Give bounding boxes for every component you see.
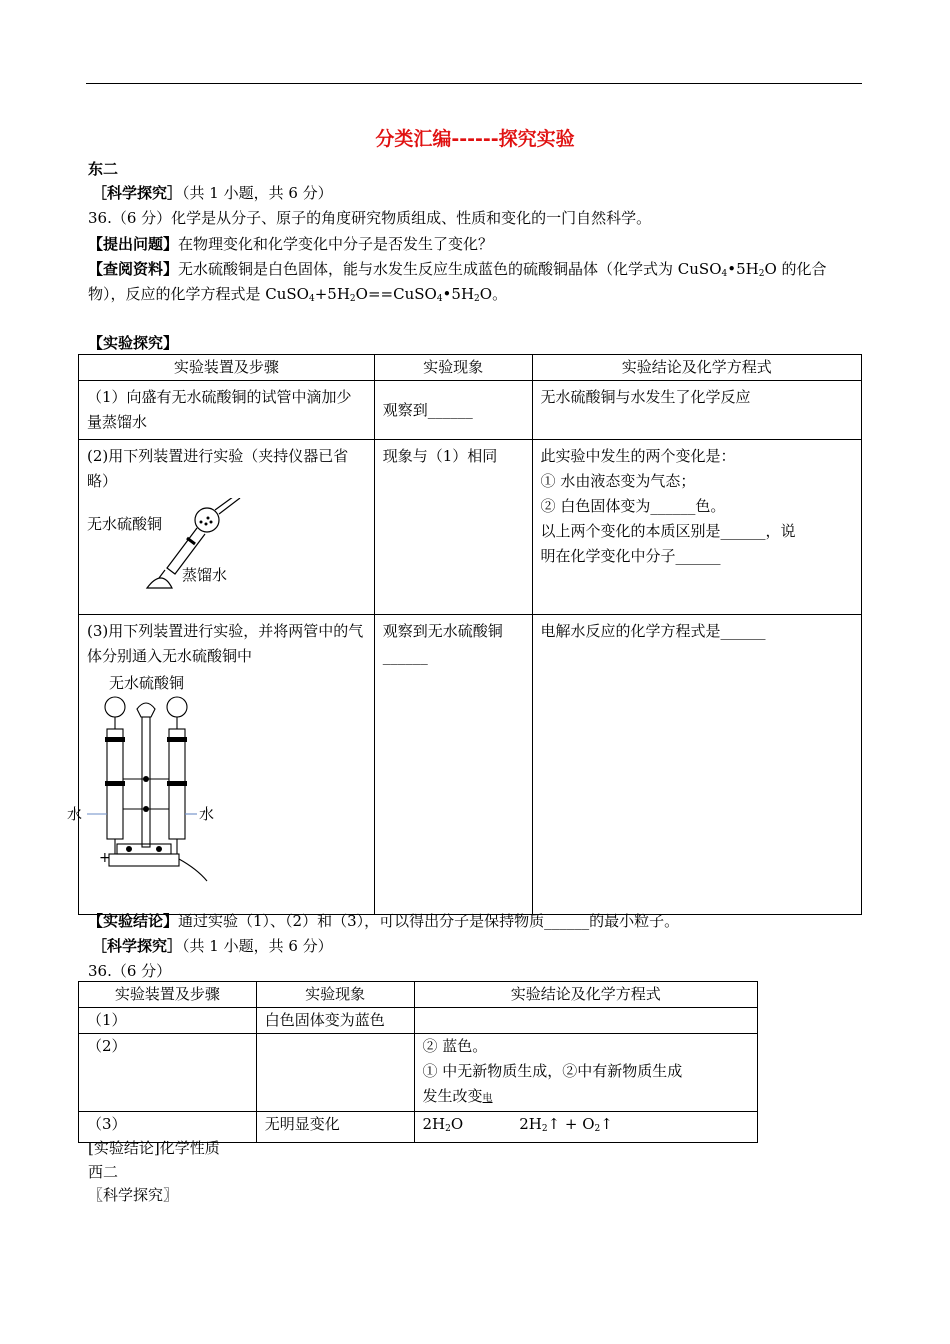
equation-text: 2H (519, 1115, 542, 1133)
conclusion-line: 以上两个变化的本质区别是______，说 (540, 522, 796, 540)
experiment-label: 【实验探究】 (88, 334, 179, 352)
top-rule (86, 83, 862, 84)
step-cell: （2） (79, 1034, 257, 1112)
answer-result: [实验结论]化学性质 (88, 1139, 220, 1157)
conclusion-line: ② 蓝色。 (422, 1037, 488, 1055)
table-row (79, 381, 862, 440)
answer-question-number: 36.（6 分） (88, 962, 172, 980)
step-cell: （1） (79, 1008, 257, 1034)
step-cell: （3） (79, 1112, 257, 1143)
subscript: 4 (436, 294, 443, 304)
reference-text: O 的化合 (764, 260, 827, 278)
reference-line-1 (88, 258, 827, 279)
phenomenon-line: 观察到无水硫酸铜 (382, 622, 503, 640)
phenomenon-cell: 观察到______ (374, 381, 532, 440)
conclusion-line: 此实验中发生的两个变化是： (540, 447, 736, 465)
phenomenon-cell: 无明显变化 (256, 1112, 414, 1143)
subscript: 2 (594, 1124, 601, 1134)
section-heading (92, 182, 333, 203)
ask-label: 【提出问题】 (88, 235, 179, 253)
page-title: 分类汇编------探究实验 (375, 128, 575, 150)
section-heading-title: ［科学探究］ (92, 184, 183, 202)
reference-line-2 (88, 283, 507, 304)
subscript: 2 (474, 294, 480, 304)
header-cell: 实验现象 (256, 982, 414, 1008)
reference-text: •5H (727, 260, 759, 278)
step-cell (79, 440, 375, 615)
table-row (79, 1008, 758, 1034)
fig-label-water-right: 水 (199, 805, 215, 823)
conclusion-text: 发生改变 (422, 1087, 483, 1105)
question-intro-text: 化学是从分子、原子的角度研究物质组成、性质和变化的一门自然科学。 (171, 209, 652, 227)
copper-sulfate-dots (200, 517, 213, 526)
equation-cell (414, 1112, 757, 1143)
equation-text: ↑ (600, 1115, 613, 1133)
reference-text: O。 (479, 285, 508, 303)
step-cell (67, 615, 375, 915)
fig-label-anhydrous-copper-sulfate: 无水硫酸铜 (87, 515, 163, 533)
reference-text: +5H (314, 285, 350, 303)
result-text: 通过实验（1）、（2）和（3），可以得出分子是保持物质______的最小粒子。 (178, 912, 680, 930)
equation-text: O (450, 1115, 464, 1133)
conclusion-cell (532, 440, 861, 615)
experiment-table (67, 354, 862, 915)
conclusion-line: ② 白色固体变为______色。 (540, 497, 726, 515)
conclusion-line: ① 水由液态变为气态； (540, 472, 696, 490)
electrolysis-apparatus-figure (67, 669, 267, 894)
fig-label-distilled-water: 蒸馏水 (182, 566, 228, 584)
answer-heading-note: （共 1 小题，共 6 分） (182, 937, 333, 955)
subscript: 4 (721, 269, 728, 279)
distillation-apparatus-figure (87, 498, 257, 598)
conclusion-cell: 电解水反应的化学方程式是______ (532, 615, 861, 915)
table-row (79, 615, 862, 915)
subscript: 2 (445, 1124, 451, 1134)
phenomenon-cell (374, 615, 532, 915)
reference-text: 物），反应的化学方程式是 CuSO (88, 285, 309, 303)
reference-label: 【查阅资料】 (88, 260, 179, 278)
result-label: 【实验结论】 (88, 912, 179, 930)
subscript: 2 (541, 1124, 548, 1134)
phenomenon-cell: 现象与（1）相同 (374, 440, 532, 615)
experiment-conclusion (88, 910, 679, 931)
conclusion-line (423, 1084, 749, 1111)
header-cell: 实验结论及化学方程式 (532, 355, 861, 381)
phenomenon-cell (256, 1034, 414, 1112)
electric-note: 电 (482, 1093, 493, 1104)
section-heading-note: （共 1 小题，共 6 分） (182, 184, 333, 202)
equation-text: ↑ + O (547, 1115, 595, 1133)
phenomenon-line: ______ (382, 647, 428, 665)
conclusion-cell (414, 1008, 757, 1034)
fig-label-anhydrous-copper-sulfate: 无水硫酸铜 (109, 674, 185, 692)
header-cell: 实验现象 (374, 355, 532, 381)
header-cell: 实验结论及化学方程式 (414, 982, 757, 1008)
header-cell: 实验装置及步骤 (79, 355, 375, 381)
subscript: 4 (308, 294, 315, 304)
header-cell: 实验装置及步骤 (79, 982, 257, 1008)
step-cell: （1）向盛有无水硫酸铜的试管中滴加少量蒸馏水 (79, 381, 375, 440)
next-district-label: 西二 (88, 1163, 119, 1181)
reference-text: O==CuSO (355, 285, 437, 303)
answer-heading-title: ［科学探究］ (92, 937, 183, 955)
fig-label-plus: + (99, 850, 111, 866)
question-intro (88, 207, 651, 228)
apparatus-fittings (105, 737, 187, 852)
subscript: 2 (349, 294, 356, 304)
conclusion-line: ① 中无新物质生成，②中有新物质生成 (422, 1062, 683, 1080)
phenomenon-cell: 白色固体变为蓝色 (256, 1008, 414, 1034)
table-row (79, 440, 862, 615)
next-section-heading: 〖科学探究〗 (88, 1186, 179, 1204)
question-number: 36.（6 分） (88, 209, 172, 227)
fig-label-water-left: 水 (67, 805, 83, 823)
equation-text: 2H (422, 1115, 446, 1133)
answer-heading (92, 935, 333, 956)
answer-table (78, 981, 758, 1143)
conclusion-line: 明在化学变化中分子______ (540, 547, 721, 565)
district-label: 东二 (88, 160, 119, 178)
ask-text: 在物理变化和化学变化中分子是否发生了变化？ (178, 235, 494, 253)
step-text: (3)用下列装置进行实验，并将两管中的气体分别通入无水硫酸铜中 (87, 622, 364, 665)
conclusion-cell: 无水硫酸铜与水发生了化学反应 (532, 381, 861, 440)
reference-text: 无水硫酸铜是白色固体，能与水发生反应生成蓝色的硫酸铜晶体（化学式为 CuSO (178, 260, 722, 278)
step-text: (2)用下列装置进行实验（夹持仪器已省略） (87, 447, 349, 490)
table-row (79, 1034, 758, 1112)
answer-header-row (79, 982, 758, 1008)
table-header-row (79, 355, 862, 381)
subscript: 2 (758, 269, 765, 279)
ask-question (88, 233, 493, 254)
reference-text: •5H (442, 285, 475, 303)
conclusion-cell (414, 1034, 757, 1112)
